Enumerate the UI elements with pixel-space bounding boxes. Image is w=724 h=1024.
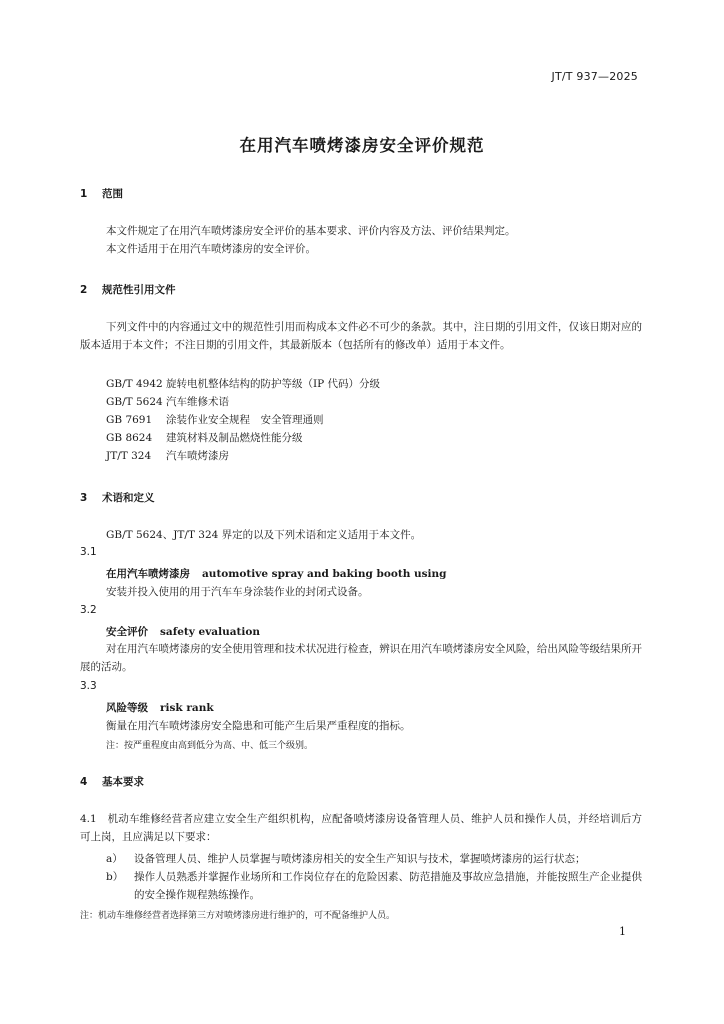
term-heading: [106, 624, 260, 639]
section-4-heading: [80, 774, 144, 789]
reference-title: 涂装作业安全规程 安全管理通则: [166, 414, 324, 426]
document-code: JT/T 937—2025: [551, 70, 638, 83]
term-en: safety evaluation: [160, 626, 261, 638]
reference-title: 建筑材料及制品燃烧性能分级: [166, 432, 303, 444]
reference-item: [106, 376, 380, 391]
section-number: 2: [80, 284, 88, 296]
reference-item: [106, 430, 303, 445]
document-title: 在用汽车喷烤漆房安全评价规范: [239, 136, 485, 155]
note: 注：机动车维修经营者选择第三方对喷烤漆房进行维护的，可不配备维护人员。: [80, 911, 396, 921]
term-definition: 衡量在用汽车喷烤漆房安全隐患和可能产生后果严重程度的指标。: [106, 720, 411, 732]
term-en: risk rank: [160, 702, 214, 714]
reference-code: GB 7691: [106, 414, 153, 426]
section-title: 基本要求: [102, 776, 144, 788]
term-heading: [106, 566, 447, 581]
term-zh: 在用汽车喷烤漆房: [106, 568, 190, 580]
reference-title: 汽车维修术语: [166, 396, 229, 408]
reference-item: [106, 448, 229, 463]
term-number: 3.2: [80, 604, 97, 616]
reference-code: JT/T 324: [106, 450, 152, 462]
note: 注：按严重程度由高到低分为高、中、低三个级别。: [106, 741, 314, 751]
reference-title: 汽车喷烤漆房: [166, 450, 229, 462]
list-marker: b）: [106, 871, 124, 883]
reference-code: GB/T 5624: [106, 396, 163, 408]
paragraph: GB/T 5624、JT/T 324 界定的以及下列术语和定义适用于本文件。: [106, 529, 422, 541]
section-number: 3: [80, 492, 88, 504]
reference-code: GB/T 4942: [106, 378, 163, 390]
section-title: 术语和定义: [102, 492, 155, 504]
term-definition: 安装并投入使用的用于汽车车身涂装作业的封闭式设备。: [106, 586, 369, 598]
paragraph: 下列文件中的内容通过文中的规范性引用而构成本文件必不可少的条款。其中，注日期的引用文件，仅该日期对应的版本适用于本文件；不注日期的引用文件，其最新版本（包括所有的修改单）适用于本文件。: [80, 321, 642, 351]
reference-code: GB 8624: [106, 432, 153, 444]
list-text: 设备管理人员、维护人员掌握与喷烤漆房相关的安全生产知识与技术，掌握喷烤漆房的运行状态；: [134, 853, 586, 865]
list-text: 操作人员熟悉并掌握作业场所和工作岗位存在的危险因素、防范措施及事故应急措施，并能按照生产企业提供的安全操作规程熟练操作。: [134, 871, 642, 901]
section-1-heading: [80, 186, 123, 201]
term-en: automotive spray and baking booth using: [202, 568, 447, 580]
section-number: 4: [80, 776, 88, 788]
paragraph-4-1: 4.1 机动车维修经营者应建立安全生产组织机构，应配备喷烤漆房设备管理人员、维护人员和操作人员，并经培训后方可上岗，且应满足以下要求：: [80, 813, 642, 843]
term-zh: 风险等级: [106, 702, 148, 714]
section-2-heading: [80, 282, 176, 297]
page-number: 1: [619, 925, 626, 938]
paragraph: 本文件规定了在用汽车喷烤漆房安全评价的基本要求、评价内容及方法、评价结果判定。: [106, 225, 516, 237]
paragraph: 本文件适用于在用汽车喷烤漆房的安全评价。: [106, 243, 316, 255]
section-title: 范围: [102, 188, 123, 200]
reference-item: [106, 394, 229, 409]
term-number: 3.3: [80, 680, 97, 692]
list-marker: a）: [106, 853, 123, 865]
list-item: [106, 868, 642, 904]
section-title: 规范性引用文件: [102, 284, 176, 296]
reference-title: 旋转电机整体结构的防护等级（IP 代码）分级: [166, 378, 381, 390]
list-item: [106, 850, 642, 868]
section-3-heading: [80, 490, 155, 505]
term-heading: [106, 700, 214, 715]
term-zh: 安全评价: [106, 626, 148, 638]
term-number: 3.1: [80, 546, 97, 558]
reference-item: [106, 412, 324, 427]
term-definition: 对在用汽车喷烤漆房的安全使用管理和技术状况进行检查，辨识在用汽车喷烤漆房安全风险，给出风险等级结果所开展的活动。: [80, 643, 642, 673]
section-number: 1: [80, 188, 88, 200]
